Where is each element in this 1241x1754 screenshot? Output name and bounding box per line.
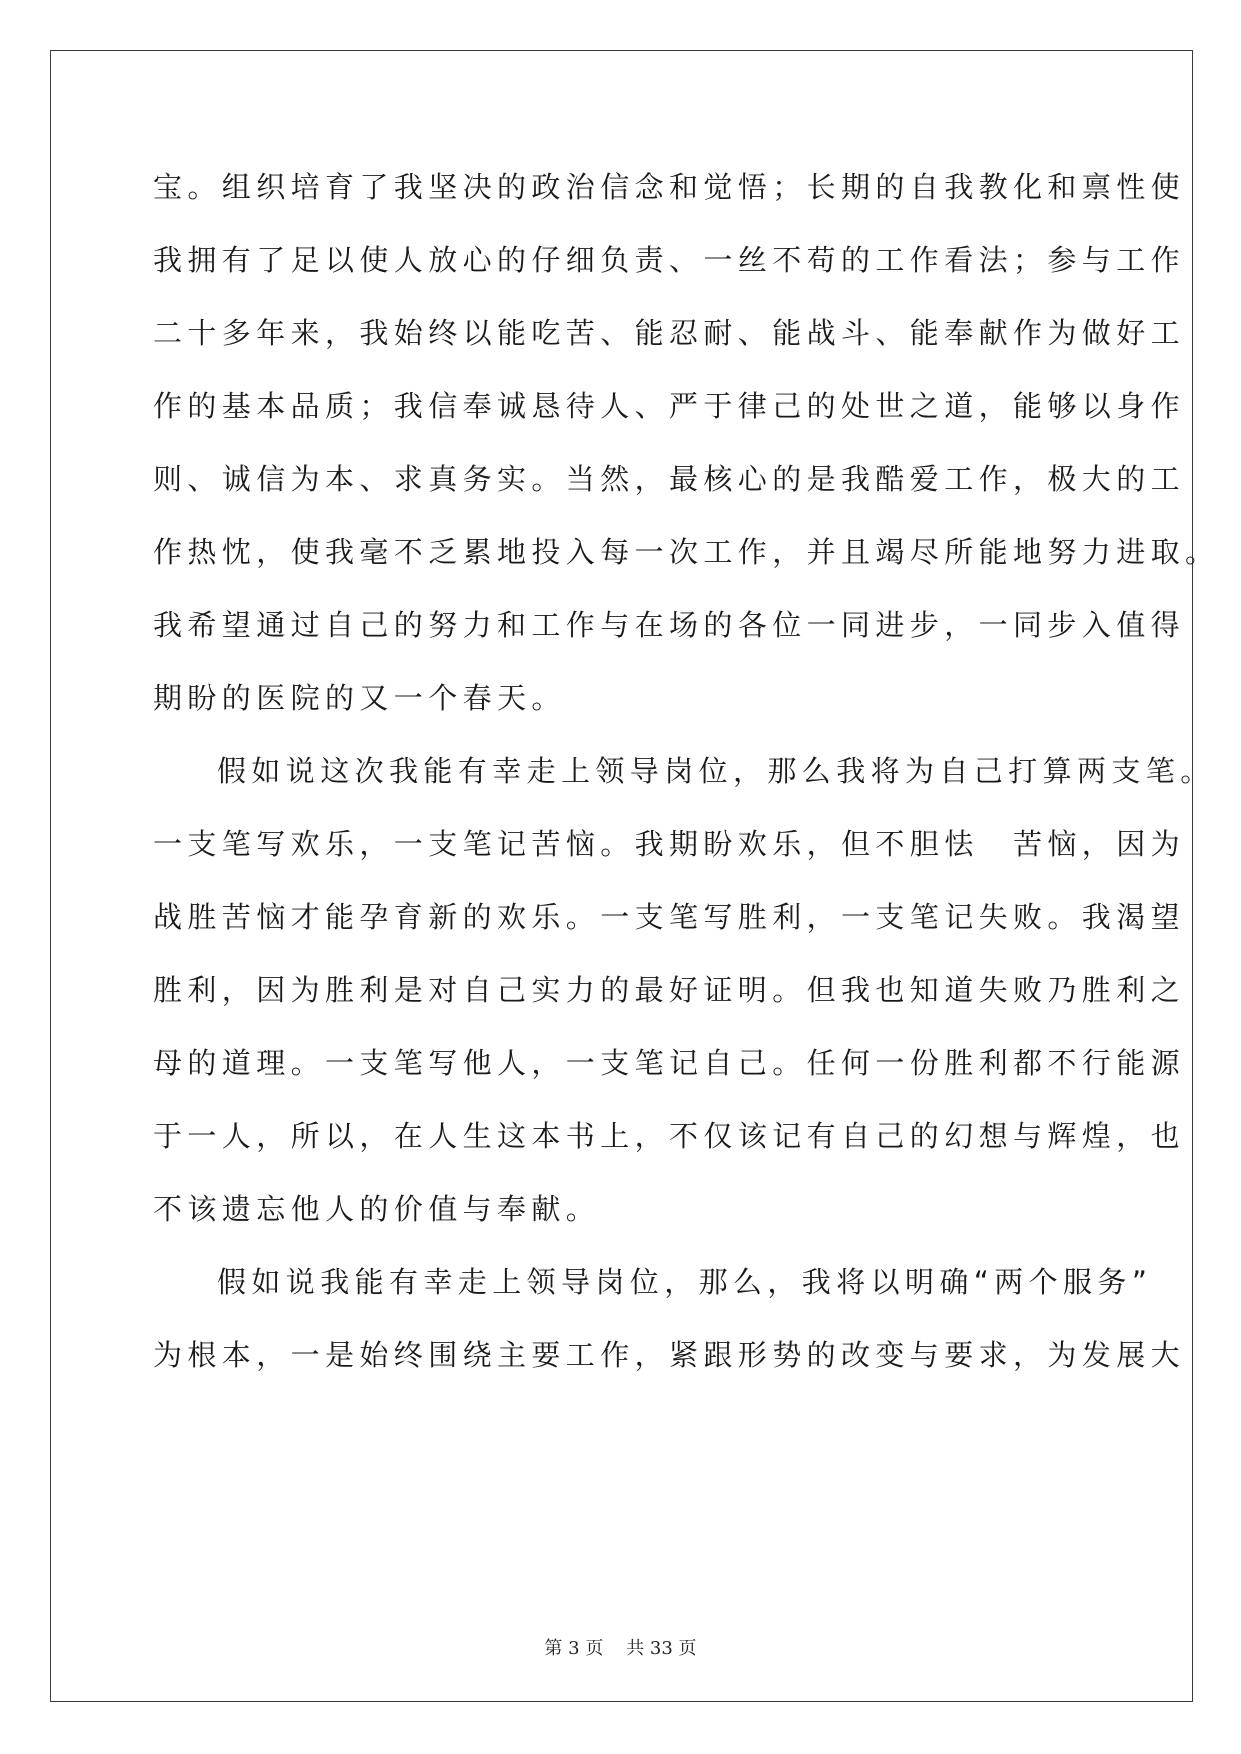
text-line: 作热忱，使我毫不乏累地投入每一次工作，并且竭尽所能地努力进取。 bbox=[153, 535, 1220, 569]
text-line: 战胜苦恼才能孕育新的欢乐。一支笔写胜利，一支笔记失败。我渴望 bbox=[153, 900, 1186, 934]
text-line: 母的道理。一支笔写他人，一支笔记自己。任何一份胜利都不行能源 bbox=[153, 1046, 1186, 1080]
text-line: 胜利，因为胜利是对自己实力的最好证明。但我也知道失败乃胜利之 bbox=[153, 973, 1186, 1007]
text-line: 为根本，一是始终围绕主要工作，紧跟形势的改变与要求，为发展大 bbox=[153, 1338, 1186, 1372]
text-line: 我拥有了足以使人放心的仔细负责、一丝不苟的工作看法；参与工作 bbox=[153, 243, 1186, 277]
document-body bbox=[153, 162, 1220, 1403]
text-line: 不该遗忘他人的价值与奉献。 bbox=[153, 1192, 601, 1226]
text-line: 二十多年来，我始终以能吃苦、能忍耐、能战斗、能奉献作为做好工 bbox=[153, 316, 1186, 350]
text-line: 一支笔写欢乐，一支笔记苦恼。我期盼欢乐，但不胆怯 苦恼，因为 bbox=[153, 827, 1186, 861]
text-line: 则、诚信为本、求真务实。当然，最核心的是我酷爱工作，极大的工 bbox=[153, 462, 1186, 496]
text-line: 期盼的医院的又一个春天。 bbox=[153, 681, 566, 715]
text-line: 假如说这次我能有幸走上领导岗位，那么我将为自己打算两支笔。 bbox=[217, 754, 1215, 788]
text-line: 于一人，所以，在人生这本书上，不仅该记有自己的幻想与辉煌，也 bbox=[153, 1119, 1186, 1153]
text-line: 宝。组织培育了我坚决的政治信念和觉悟；长期的自我教化和禀性使 bbox=[153, 170, 1186, 204]
text-line: 作的基本品质；我信奉诚恳待人、严于律己的处世之道，能够以身作 bbox=[153, 389, 1186, 423]
text-line: 我希望通过自己的努力和工作与在场的各位一同进步，一同步入值得 bbox=[153, 608, 1186, 642]
page-number-footer: 第 3 页 共 33 页 bbox=[544, 1638, 697, 1659]
text-line: 假如说我能有幸走上领导岗位，那么，我将以明确“两个服务” bbox=[217, 1265, 1153, 1299]
